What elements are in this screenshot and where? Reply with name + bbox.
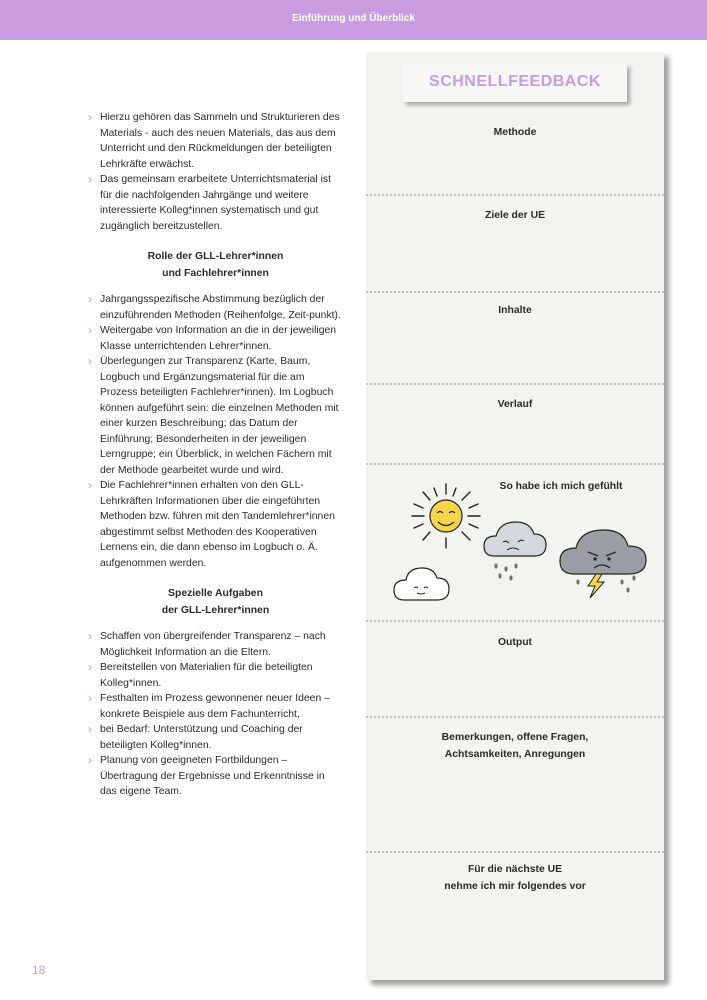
header-title: Einführung und Überblick <box>292 13 415 24</box>
rain-cloud-icon <box>484 522 546 581</box>
divider <box>366 620 664 622</box>
left-column <box>88 110 343 800</box>
section-heading-rolle <box>88 248 343 282</box>
label-gefuehl: So habe ich mich gefühlt <box>499 481 623 492</box>
page-number: 18 <box>32 963 46 977</box>
label-bemerkungen <box>366 729 664 763</box>
label-methode: Methode <box>493 127 537 138</box>
label-ziele: Ziele der UE <box>484 210 546 221</box>
label-line: Bemerkungen, offene Fragen, <box>441 732 589 743</box>
heading-line: Spezielle Aufgaben <box>168 588 263 599</box>
label-output: Output <box>497 637 533 648</box>
list-item: › Festhalten im Prozess gewonnener neuer Ideen – konkrete Beispiele aus dem Fachunterricht, <box>88 691 343 722</box>
aufgaben-list <box>88 629 343 800</box>
divider <box>366 383 664 385</box>
header-bar <box>0 0 707 40</box>
list-item: › Überlegungen zur Transparenz (Karte, Baum, Logbuch und Ergänzungsmaterial für die am Prozess beteiligten Fachlehrer*innen). Im Logbuch können aufgeführt sein: die einzelnen Methoden mit einer kurzen Beschreibung; das Datum der Einführung; Besonderheiten in der jeweiligen Lerngruppe; ein Überblick, in welchen Fächern mit der Methode gearbeitet wurde und wird. <box>88 354 343 478</box>
divider <box>366 194 664 196</box>
label-verlauf: Verlauf <box>497 399 533 410</box>
label-inhalte: Inhalte <box>498 305 532 316</box>
heading-line: der GLL-Lehrer*innen <box>161 605 270 616</box>
list-item: › Das gemeinsam erarbeitete Unterrichtsmaterial ist für die nachfolgenden Jahrgänge und weitere interessierte Kolleg*innen systematisch und gut zugänglich bereitzustellen. <box>88 172 343 234</box>
list-item: › Weitergabe von Information an die in der jeweiligen Klasse unterrichtenden Lehrer*innen. <box>88 323 343 354</box>
list-item: › bei Bedarf: Unterstützung und Coaching der beteiligten Kolleg*innen. <box>88 722 343 753</box>
divider <box>366 463 664 465</box>
divider <box>366 291 664 293</box>
divider <box>366 716 664 718</box>
card-title: SCHNELLFEEDBACK <box>429 73 601 90</box>
label-line: Achtsamkeiten, Anregungen <box>444 749 586 760</box>
list-item: › Bereitstellen von Materialien für die beteiligten Kolleg*innen. <box>88 660 343 691</box>
heading-line: und Fachlehrer*innen <box>162 268 269 279</box>
card-title-box <box>403 64 627 102</box>
list-item: › Planung von geeigneten Fortbildungen – Übertragung der Ergebnisse und Erkenntnisse in das eigene Team. <box>88 753 343 800</box>
small-cloud-icon <box>394 568 449 600</box>
divider <box>366 851 664 853</box>
storm-cloud-icon <box>560 530 646 598</box>
label-naechste-ue <box>366 861 664 895</box>
label-line: Für die nächste UE <box>467 864 563 875</box>
sun-icon <box>412 484 480 548</box>
heading-line: Rolle der GLL-Lehrer*innen <box>147 251 284 262</box>
rolle-list <box>88 292 343 571</box>
list-item: › Schaffen von übergreifender Transparenz – nach Möglichkeit Information an die Eltern. <box>88 629 343 660</box>
list-item: › Hierzu gehören das Sammeln und Strukturieren des Materials - auch des neuen Materials, das aus dem Unterricht und den Rückmeldungen der beteiligten Lehrkräfte erwächst. <box>88 110 343 172</box>
mood-illustration <box>390 480 662 608</box>
list-item: › Jahrgangsspezifische Abstimmung bezüglich der einzuführenden Methoden (Reihenfolge, Zeit-punkt). <box>88 292 343 323</box>
section-heading-aufgaben <box>88 585 343 619</box>
intro-list <box>88 110 343 234</box>
label-line: nehme ich mir folgendes vor <box>444 881 586 892</box>
list-item: › Die Fachlehrer*innen erhalten von den GLL-Lehrkräften Informationen über die eingeführten Methoden bzw. führen mit den Tandemlehrer*innen abgestimmt selbst Methoden des Kooperativen Lernens ein, die dann ebenso im Logbuch o. Ä. aufgenommen werden. <box>88 478 343 571</box>
